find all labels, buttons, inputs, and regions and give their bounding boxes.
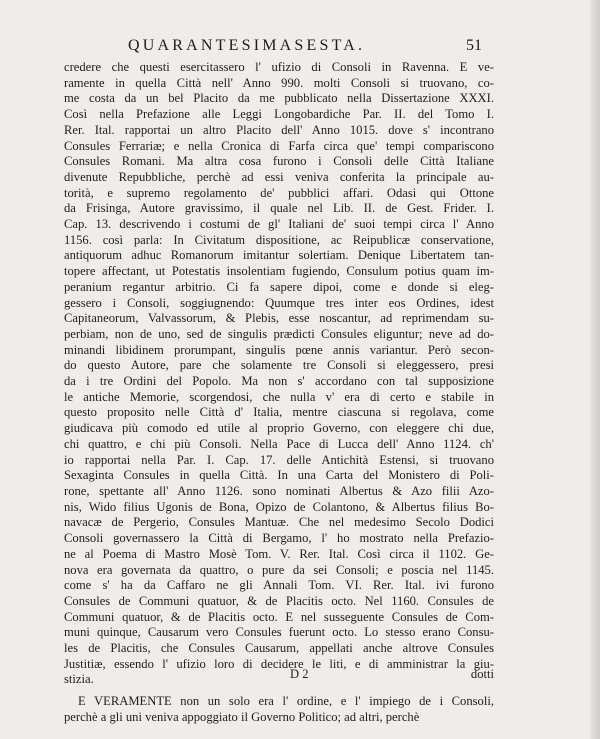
text-line: minandi libidinem prorumpant, singulis pœne annis variantur. Però secon- bbox=[64, 342, 494, 357]
page-number: 51 bbox=[466, 37, 482, 54]
running-head: QUARANTESIMASESTA. bbox=[128, 37, 366, 54]
paragraph bbox=[64, 694, 494, 725]
text-line: ne al Poema di Mastro Mosè Tom. V. Rer. Ital. Così circa il 1102. Ge- bbox=[64, 546, 494, 561]
text-line: torità, e supremo regolamento de' pubblici affari. Odasi qui Ottone bbox=[64, 185, 494, 200]
paragraph bbox=[64, 60, 494, 688]
text-line: ramente in quella Città nell' Anno 990. molti Consoli si truovano, co- bbox=[64, 75, 494, 90]
text-line: Consoli governassero la Città di Bergamo, l' ho mostrato nella Prefazio- bbox=[64, 531, 494, 546]
text-line: 1156. così parla: In Civitatum dispositione, ac Reipublicæ conservatione, bbox=[64, 232, 494, 247]
text-line: topere affectant, ut Potestatis insolentiam fugiendo, Consulum potius quam im- bbox=[64, 264, 494, 279]
text-line: perchè a gli uni veniva appoggiato il Governo Politico; ad altri, perchè bbox=[64, 709, 420, 724]
text-line: Così nella Prefazione alle Leggi Longobardiche Par. II. del Tomo I. bbox=[64, 107, 494, 122]
text-line: antiquorum adhuc Romanorum imitantur solertiam. Denique Libertatem tan- bbox=[64, 248, 494, 263]
text-line: credere che questi esercitassero l' ufizio di Consoli in Ravenna. E ve- bbox=[64, 60, 494, 74]
text-line: Justitiæ, essendo l' ufizio loro di decidere le liti, e di amministrar la giu- bbox=[64, 656, 494, 671]
text-line: do questo Autore, pare che solamente tre Consoli si eleggessero, presi bbox=[64, 358, 494, 373]
text-line: E VERAMENTE non un solo era l' ordine, e l' impiego de i Consoli, bbox=[78, 694, 494, 709]
text-line: divenute Repubbliche, perchè ad essi veniva conferita la principale au- bbox=[64, 169, 494, 184]
page-edge-shadow bbox=[590, 0, 600, 739]
text-line: da i tre Ordini del Popolo. Ma non s' accordano con tal supposizione bbox=[64, 374, 494, 389]
text-line: gessero i Consoli, soggiugnendo: Quumque tres inter eos Ordines, idest bbox=[64, 295, 494, 310]
text-line: nis, Wido filius Ugonis de Bona, Opizo de Colantono, & Albertus filius Bo- bbox=[64, 499, 494, 514]
text-line: da Frisinga, Autore gravissimo, il quale nel Lib. II. de Gest. Frider. I. bbox=[64, 201, 494, 216]
body-text bbox=[64, 60, 494, 726]
text-line: peranium regantur arbitrio. Ci fa sapere dipoi, come e donde si eleg- bbox=[64, 279, 494, 294]
text-line: nova era governata da quattro, o pure da sei Consoli; e poscia nel 1145. bbox=[64, 562, 494, 577]
text-line: Rer. Ital. rapportai un altro Placito dell' Anno 1015. dove s' incontrano bbox=[64, 122, 494, 137]
text-line: questo proposito nelle Città d' Italia, mentre ciascuna si regolava, come bbox=[64, 405, 494, 420]
text-line: muni quinque, Causarum vero Consules fuerunt octo. Lo stesso erano Consu- bbox=[64, 625, 494, 640]
page-header bbox=[0, 37, 600, 59]
text-line: Consules de Communi quatuor, & de Placitis octo. Nel 1160. Consules de bbox=[64, 593, 494, 608]
text-line: Capitaneorum, Valvassorum, & Plebis, esse noscantur, ad reprimendam su- bbox=[64, 311, 494, 326]
text-line: me costa da un bel Placito da me pubblicato nella Dissertazione XXXI. bbox=[64, 91, 494, 106]
text-line: io rapportai nella Par. I. Cap. 17. delle Antichità Estensi, si truovano bbox=[64, 452, 494, 467]
text-line: come s' ha da Caffaro ne gli Annali Tom. VI. Rer. Ital. ivi furono bbox=[64, 578, 494, 593]
text-line: les de Placitis, che Consules Causarum, appellati anche altrove Consules bbox=[64, 641, 494, 656]
text-line: Consules Romani. Ma altra cosa furono i Consoli delle Città Italiane bbox=[64, 154, 494, 169]
text-line: giudicava più comodo ed utile al proprio Governo, con eleggere chi due, bbox=[64, 421, 494, 436]
text-line: perbiam, non de uno, sed de singulis prædicti Consules eliguntur; neve ad do- bbox=[64, 326, 494, 341]
text-line: Sexaginta Consules in quella Città. In una Carta del Monistero di Poli- bbox=[64, 468, 494, 483]
text-line: Communi quatuor, & de Placitis octo. E nel susseguente Consules de Com- bbox=[64, 609, 494, 624]
text-line: Cap. 13. descrivendo i costumi de gl' Italiani de' suoi tempi circa l' Anno bbox=[64, 217, 494, 232]
text-line: navacæ de Pergerio, Consules Mantuæ. Che nel medesimo Secolo Dodici bbox=[64, 515, 494, 530]
text-line: le antiche Memorie, scorgendosi, che nulla v' era di certo e stabile in bbox=[64, 389, 494, 404]
text-line: Consules Ferrariæ; e nella Cronica di Farfa circa que' tempi compariscono bbox=[64, 138, 494, 153]
text-line: rone, spettante all' Anno 1126. sono nominati Albertus & Azo filii Azo- bbox=[64, 483, 494, 498]
text-line: stizia. bbox=[64, 672, 94, 687]
signature-mark: D 2 bbox=[290, 667, 309, 681]
catchword: dotti bbox=[470, 667, 494, 681]
page-footer bbox=[64, 667, 494, 685]
text-line: chi quattro, e chi più Consoli. Nella Pace di Lucca dell' Anno 1124. ch' bbox=[64, 436, 494, 451]
